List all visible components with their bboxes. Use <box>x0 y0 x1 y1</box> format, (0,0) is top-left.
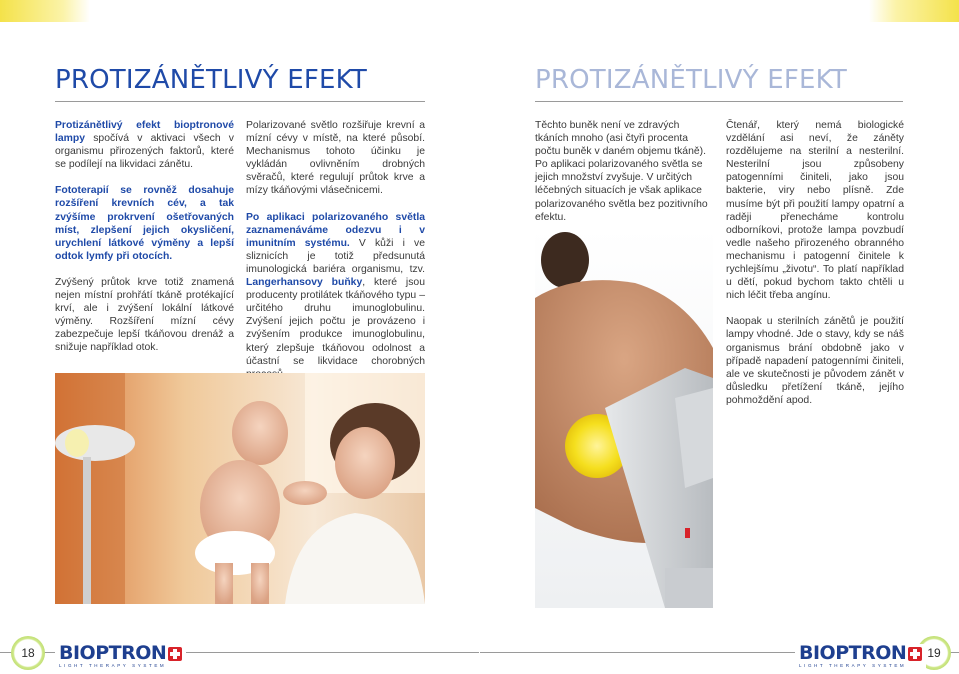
swiss-cross-icon <box>908 647 922 661</box>
bold-lead: Po aplikaci polarizovaného světla zaznamenáváme odezvu i v imunitním systému. <box>246 211 425 249</box>
paragraph <box>55 119 234 171</box>
back-lamp-treatment-photo <box>535 228 713 608</box>
page-number-left: 18 <box>11 636 45 670</box>
left-page-column-2 <box>246 119 425 381</box>
right-title-rule <box>535 101 903 102</box>
left-page-column-1 <box>55 119 234 368</box>
bioptron-logo-left <box>55 644 186 668</box>
paragraph: Polarizované světlo rozšiřuje krevní a mízní cévy v místě, na které působí. Mechanismus tohoto účinku je vykládán ovlivněním drobných svěračů, které regulují průtok krve a mízy tkáňovými vlásečnicemi. <box>246 120 425 197</box>
right-page-column-1 <box>535 119 713 237</box>
photo-illustration <box>535 228 713 608</box>
logo-word: BIOPTRON <box>59 642 167 664</box>
text: , které jsou producenty protilátek tkáňového typu – určitého druhu imunoglobulinu. Zvýšení jejich počtu je provázeno i zvýšením produkce imunoglobulinu, který zlepšuje tkáňovou odolnost a účastní se likvidace chorobných <box>246 277 425 367</box>
text: V kůži i ve sliznicích je totiž předsunutá imunologická bariéra organismu, tzv. <box>246 237 425 275</box>
bold-lead: Protizánětlivý efekt bioptronové lampy <box>55 120 234 145</box>
paragraph: Zvýšený průtok krve totiž znamená nejen místní prohřátí tkáně protékající krví, ale i zvýšení lokální látkové výměny. Rozšíření mízní cévy zabezpečuje lepší tkáňovou drenáž a snižuje například otok. <box>55 276 234 354</box>
right-page-title: PROTIZÁNĚTLIVÝ EFEKT <box>535 65 847 95</box>
paragraph: Naopak u sterilních zánětů je použití lampy vhodné. Jde o stavy, kdy se náš organismus brání obdobně jako v případě napadení patogenními činiteli, ale ve skutečnosti je původem zánět v důsledku přetížení tkáně, jejího pohmoždění apod. <box>726 316 904 406</box>
logo-word: BIOPTRON <box>799 642 907 664</box>
logo-tagline: LIGHT THERAPY SYSTEM <box>799 663 907 668</box>
page-number-right: 19 <box>917 636 951 670</box>
photo-illustration <box>55 373 425 604</box>
top-decor-strip-left <box>0 0 90 22</box>
swiss-cross-icon <box>168 647 182 661</box>
paragraph: Čtenář, který nemá biologické vzdělání asi neví, že záněty rozdělujeme na sterilní a nesterilní. Nesterilní jsou způsobeny patogenními činiteli, jako jsou bakterie, viry nebo plísně. Zde musíme být při použití lampy opatrní a raději přenecháme kontrolu odborníkovi, protože lampa povzbudí vedle našeho přirozeného obranného mechanismu i patogenní činitele k rychlejšímu „životu“. To platí například u dětí, pokud bychom takto chtěli u nich léčit třeba angínu. <box>726 120 904 302</box>
left-page-title: PROTIZÁNĚTLIVÝ EFEKT <box>55 65 367 95</box>
mother-baby-lamp-photo <box>55 373 425 604</box>
paragraph: Těchto buněk není ve zdravých tkáních mnoho (asi čtyři procenta počtu buněk v daném objemu tkáně). Po aplikaci polarizovaného světla se jejich množství zvyšuje. V určitých léčebných situacích je však aplikace polarizovaného světla bez pozitivního efektu. <box>535 120 708 223</box>
right-page-column-2 <box>726 119 904 420</box>
text: spočívá v aktivaci všech v organismu přirozených faktorů, které se podílejí na likvidaci zánětu. <box>55 133 234 171</box>
paragraph <box>246 211 425 381</box>
logo-tagline: LIGHT THERAPY SYSTEM <box>59 663 167 668</box>
bioptron-logo-right <box>795 644 926 668</box>
left-title-rule <box>55 101 425 102</box>
top-decor-strip-right <box>869 0 959 22</box>
bold-term: Langerhansovy buňky <box>246 277 363 289</box>
paragraph-bold: Fototerapií se rovněž dosahuje rozšíření krevních cév, a tak zvýšíme prokrvení ošetřovaných míst, zlepšení jejich okysličení, urychlení látkové výměny a lepší odtok lymfy při otocích. <box>55 185 234 262</box>
